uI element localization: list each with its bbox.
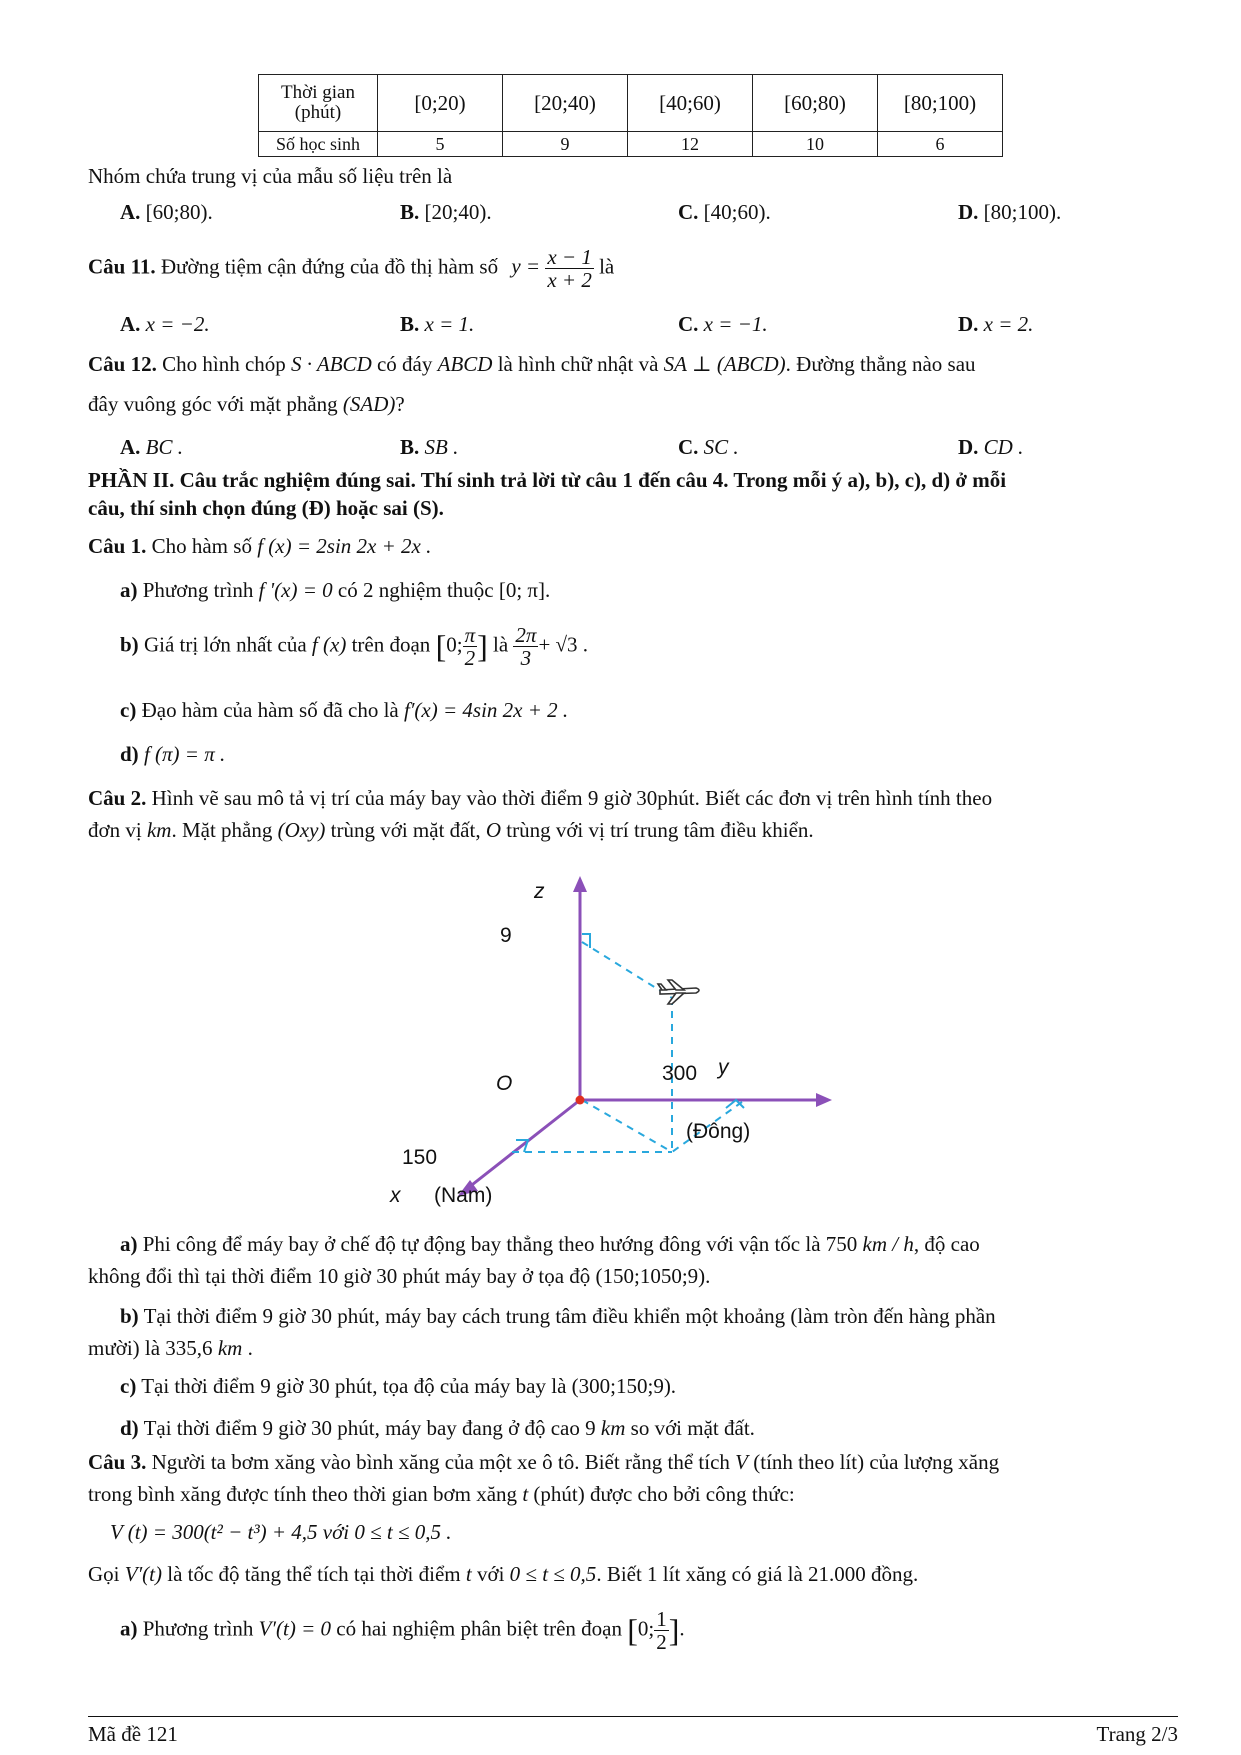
table-cell: [80;100) [878,75,1003,132]
q12-option-c: C. SC . [678,435,739,459]
q12-option-a: A. BC . [120,435,184,459]
q10-option-a: A. [60;80). [120,200,213,224]
table-cell: [0;20) [378,75,503,132]
airplane-coordinate-figure [390,870,850,1220]
table-cell: 9 [503,132,628,157]
one-fifty-label: 150 [402,1146,438,1169]
table-cell: 6 [878,132,1003,157]
table-cell: [40;60) [628,75,753,132]
three-hundred-label: 300 [662,1062,698,1085]
z-arrow [573,876,587,892]
q11-option-a: A. x = −2. [120,312,210,336]
airplane-icon [658,980,699,1004]
q12-option-b: B. SB . [400,435,459,459]
question-11: Câu 11. Đường tiệm cận đứng của đồ thị hàm số y = $\frac{x - 1}{x + 2}$ là [88,245,615,293]
origin-label: O [496,1072,513,1095]
q12-option-d: D. CD . [958,435,1024,459]
dong-label: (Đông) [686,1120,751,1143]
table-cell: [20;40) [503,75,628,132]
z-label: z [534,880,545,903]
q11-option-b: B. x = 1. [400,312,475,336]
q10-option-d: D. [80;100). [958,200,1062,224]
c1-c: c) Đạo hàm của hàm số đã cho là f′(x) = 4sin 2x + 2 . [120,698,569,722]
table-cell: 5 [378,132,503,157]
part2-heading-line2: câu, thí sinh chọn đúng (Đ) hoặc sai (S). [88,496,444,520]
question-12: Câu 12. Cho hình chóp S · ABCD có đáy ABCD là hình chữ nhật và SA ⊥ (ABCD). Đường thẳng nào sau [88,352,976,376]
fraction: $\frac{x - 1}{x + 2}$ [547,245,592,293]
part2-heading: PHẦN II. Câu trắc nghiệm đúng sai. Thí sinh trả lời từ câu 1 đến câu 4. Trong mỗi ý a), b), c), d) ở mỗi [88,468,1007,492]
q11-option-d: D. x = 2. [958,312,1034,336]
q10-text: Nhóm chứa trung vị của mẫu số liệu trên là [88,164,453,188]
c1-stem: Câu 1. Cho hàm số f (x) = 2sin 2x + 2x . [88,534,432,558]
nine-label: 9 [500,924,512,947]
c3-stem-line2: trong bình xăng được tính theo thời gian bơm xăng t (phút) được cho bởi công thức: [88,1482,795,1506]
c2-stem: Câu 2. Hình vẽ sau mô tả vị trí của máy bay vào thời điểm 9 giờ 30phút. Biết các đơn vị trên hình tính theo [88,786,993,810]
c1-b: b) Giá trị lớn nhất của f (x) trên đoạn [0; $\frac{\pi}{2}$ ] là $\frac{2\pi}{3}$ + √3 . [120,623,589,671]
c1-d: d) f (π) = π . [120,742,226,766]
c2-stem-line2: đơn vị km. Mặt phẳng (Oxy) trùng với mặt đất, O trùng với vị trí trung tâm điều khiển. [88,818,814,842]
footer-exam-code: Mã đề 121 [88,1722,178,1746]
x-label: x [390,1184,401,1207]
footer-divider [88,1716,1178,1717]
q11-option-c: C. x = −1. [678,312,768,336]
table-cell: 12 [628,132,753,157]
y-arrow [816,1093,832,1107]
x-axis [468,1100,580,1188]
frequency-table [258,74,1003,157]
question-12-line2: đây vuông góc với mặt phẳng (SAD)? [88,392,405,416]
c2-b-line2: mười) là 335,6 km . [88,1336,253,1360]
c2-b: b) Tại thời điểm 9 giờ 30 phút, máy bay cách trung tâm điều khiển một khoảng (làm tròn đến hàng phần [120,1304,996,1328]
origin-point [576,1096,585,1105]
table-header-students: Số học sinh [259,132,378,157]
c2-d: d) Tại thời điểm 9 giờ 30 phút, máy bay đang ở độ cao 9 km so với mặt đất. [120,1416,755,1440]
c1-a: a) Phương trình f '(x) = 0 có 2 nghiệm thuộc [0; π]. [120,578,551,602]
table-header-time: Thời gian (phút) [259,75,378,132]
c2-a-line2: không đổi thì tại thời điểm 10 giờ 30 phút máy bay ở tọa độ (150;1050;9). [88,1264,711,1288]
c2-c: c) Tại thời điểm 9 giờ 30 phút, tọa độ của máy bay là (300;150;9). [120,1374,677,1398]
nam-label: (Nam) [434,1184,493,1207]
c3-line4: Gọi V′(t) là tốc độ tăng thể tích tại thời điểm t với 0 ≤ t ≤ 0,5. Biết 1 lít xăng có giá là 21.000 đồng. [88,1562,919,1586]
q10-option-b: B. [20;40). [400,200,492,224]
c3-a: a) Phương trình V′(t) = 0 có hai nghiệm phân biệt trên đoạn [0; $\frac{1}{2}$ ]. [120,1607,685,1655]
footer-page-number: Trang 2/3 [1096,1722,1178,1746]
table-cell: [60;80) [753,75,878,132]
c2-a: a) Phi công để máy bay ở chế độ tự động bay thẳng theo hướng đông với vận tốc là 750 km / h, độ cao [120,1232,980,1256]
q10-option-c: C. [40;60). [678,200,771,224]
y-label: y [718,1056,729,1079]
c3-formula: V (t) = 300(t² − t³) + 4,5 với 0 ≤ t ≤ 0,5 . [110,1520,452,1544]
table-cell: 10 [753,132,878,157]
c3-stem: Câu 3. Người ta bơm xăng vào bình xăng của một xe ô tô. Biết rằng thể tích V (tính theo lít) của lượng xăng [88,1450,1000,1474]
